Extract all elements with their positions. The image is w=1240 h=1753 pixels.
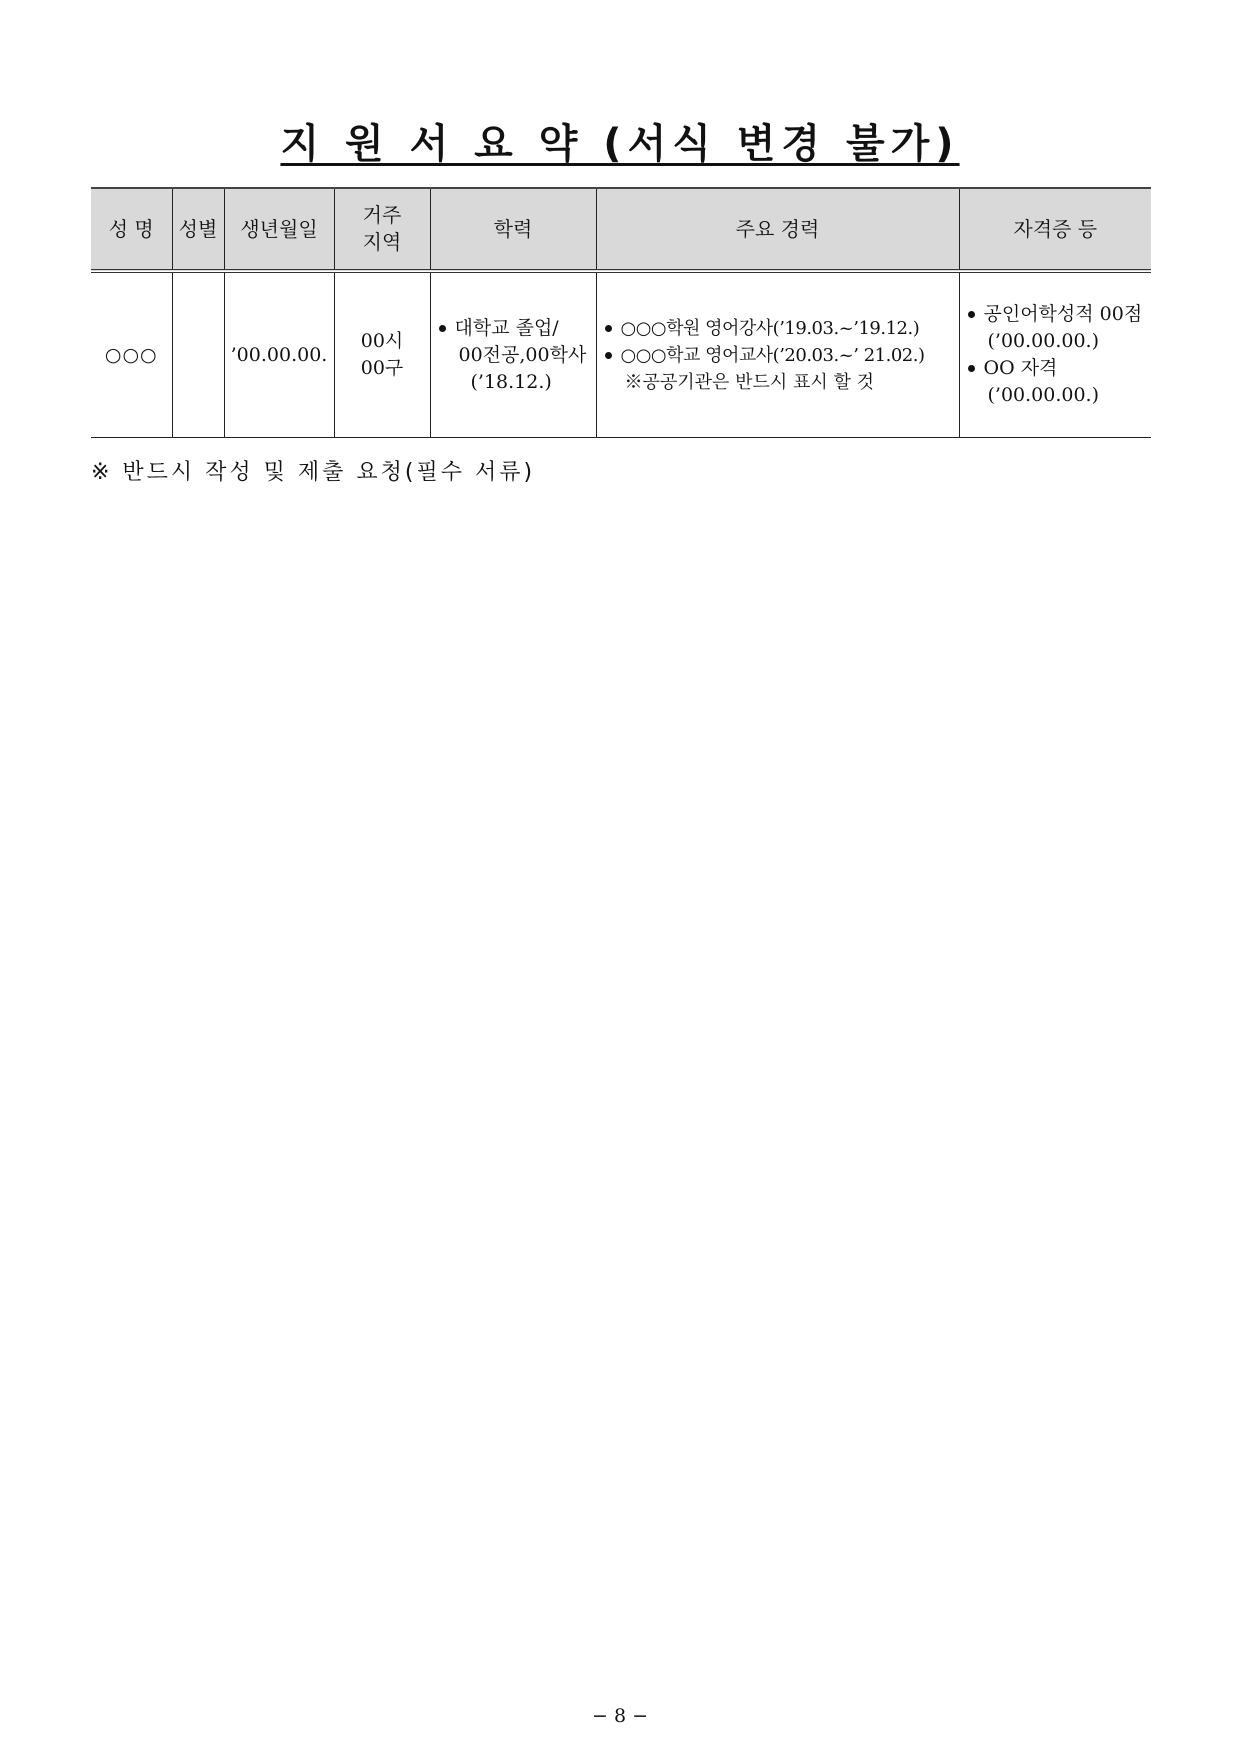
- header-career: 주요 경력: [596, 188, 959, 271]
- cell-birth: ’00.00.00.: [224, 271, 334, 438]
- cell-name: ○○○: [91, 271, 172, 438]
- cell-gender: [172, 271, 224, 438]
- cell-education: [430, 271, 596, 438]
- cert-date: (’00.00.00.): [987, 330, 1100, 352]
- cert-date: (’00.00.00.): [987, 384, 1100, 406]
- career-item: ○○○학교 영어교사(’20.03.~’ 21.02.): [603, 342, 959, 369]
- submission-note: ※ 반드시 작성 및 제출 요청(필수 서류): [91, 460, 536, 485]
- header-name: 성 명: [91, 188, 172, 271]
- page-number: − 8 −: [591, 1705, 648, 1727]
- cert-item: 공인어학성적 00점: [966, 301, 1152, 328]
- cell-career: [596, 271, 959, 438]
- education-item: 대학교 졸업/: [437, 315, 596, 342]
- region-city: 00시: [360, 330, 404, 352]
- cert-item: OO 자격: [966, 355, 1152, 382]
- cell-certs: [959, 271, 1151, 438]
- region-district: 00구: [360, 357, 404, 379]
- header-region-line1: 거주: [362, 203, 402, 227]
- header-region-line2: 지역: [362, 230, 402, 254]
- education-item-cont: 00전공,00학사: [458, 343, 587, 366]
- page-title: 지 원 서 요 약 (서식 변경 불가): [280, 121, 960, 167]
- education-date: (’18.12.): [470, 370, 552, 393]
- career-item: ○○○학원 영어강사(’19.03.~’19.12.): [603, 315, 959, 342]
- header-region: [334, 188, 430, 271]
- table-row: [91, 271, 1151, 438]
- career-note: ※공공기관은 반드시 표시 할 것: [624, 371, 875, 393]
- table-header-row: [91, 188, 1151, 271]
- cell-region: [334, 271, 430, 438]
- header-birth: 생년월일: [224, 188, 334, 271]
- header-certs: 자격증 등: [959, 188, 1151, 271]
- header-education: 학력: [430, 188, 596, 271]
- application-summary-table: [91, 187, 1151, 438]
- header-gender: 성별: [172, 188, 224, 271]
